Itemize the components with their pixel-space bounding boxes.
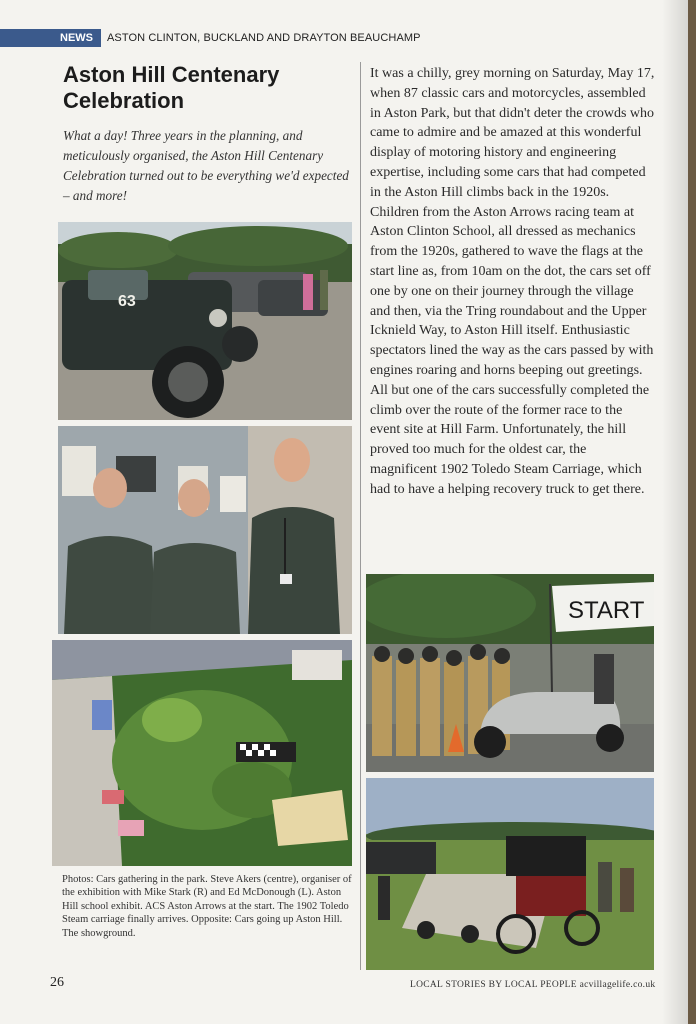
- footer-website: acvillagelife.co.uk: [579, 980, 656, 990]
- start-banner-text: START: [568, 597, 645, 624]
- photo-caption: Photos: Cars gathering in the park. Steve Akers (centre), organiser of the exhibition with Mike Stark (R) and Ed McDonough (L). Aston Hill school exhibit. ACS Aston Arrows at the start. The 1902 Toledo Steam carriage finally arrives. Opposite: Cars going up Aston Hill. The showground.: [62, 874, 352, 939]
- photo-exhibition-organisers: [58, 426, 352, 634]
- car-number-text: 63: [118, 293, 136, 310]
- article-intro: What a day! Three years in the planning, and meticulously organised, the Aston Hill Centenary Celebration turned out to be everything we'd expected – and more!: [63, 128, 349, 203]
- article-title: Aston Hill Centenary Celebration: [63, 62, 280, 113]
- region-label: ASTON CLINTON, BUCKLAND AND DRAYTON BEAUCHAMP: [107, 32, 421, 44]
- footer-tagline: LOCAL STORIES BY LOCAL PEOPLE: [410, 980, 577, 990]
- news-tag: NEWS: [0, 29, 101, 47]
- photo-toledo-steam-carriage: [366, 778, 654, 970]
- footer-tagline-line: [410, 980, 655, 990]
- article-body: It was a chilly, grey morning on Saturday, May 17, when 87 classic cars and motorcycles, assembled in Aston Park, but that didn't deter the crowds who came to admire and be amazed at this wonderful display of motoring history and engineering expertise, including some cars that had competed in the Aston Hill climbs back in the 1920s. Children from the Aston Arrows racing team at Aston Clinton School, all dressed as mechanics from the 1920s, gathered to wave the flags at the start line as, from 10am on the dot, the cars set off one by one on their journey through the village and then, via the Tring roundabout and the Upper Icknield Way, to Aston Hill itself. Enthusiastic spectators lined the way as the cars passed by with engines roaring and horns beeping out greetings. All but one of the cars successfully completed the climb over the route of the former race to the event site at Hill Farm. Unfortunately, the hill proved too much for the oldest car, the magnificent 1902 Toledo Steam Carriage, which had to have a helping recovery truck to get there.: [370, 66, 655, 497]
- section-header: [0, 28, 421, 48]
- page-curl-shadow: [662, 0, 688, 1024]
- page-number: 26: [50, 975, 64, 990]
- photo-cars-in-park: [58, 222, 352, 420]
- column-divider: [360, 62, 361, 970]
- photo-aston-arrows-start: [366, 574, 654, 772]
- photo-school-exhibit: [52, 640, 352, 866]
